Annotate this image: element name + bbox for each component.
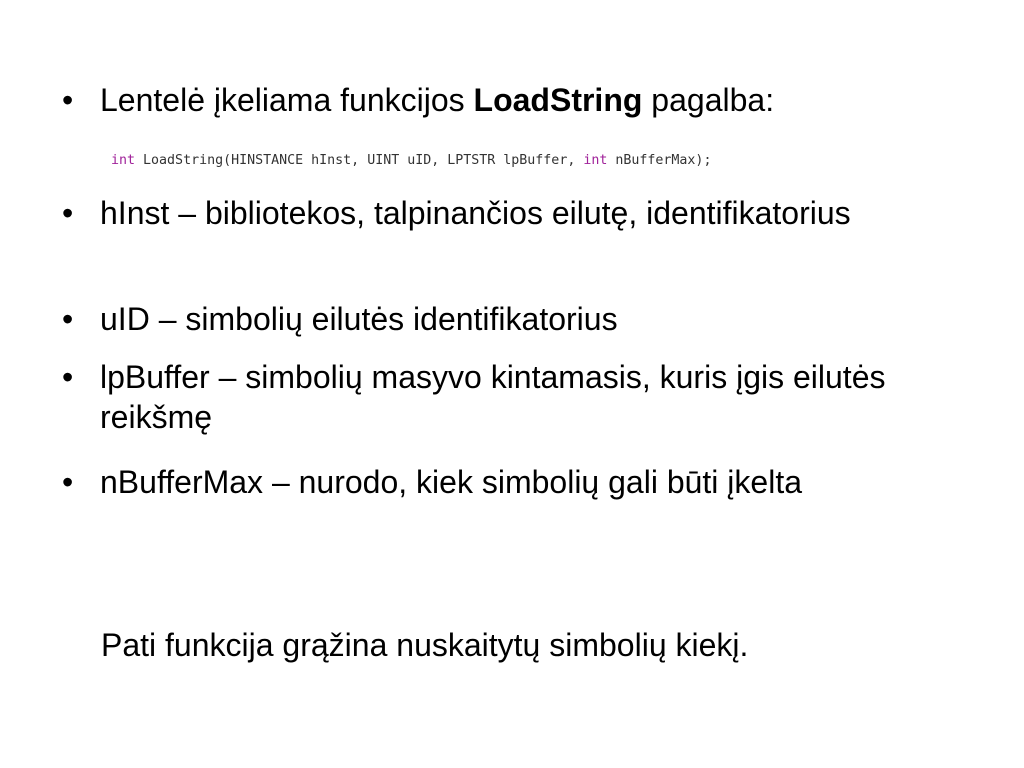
bullet-text: uID – simbolių eilutės identifikatorius	[100, 301, 618, 337]
code-text: LoadString(HINSTANCE hInst, UINT uID, LPTSTR lpBuffer,	[135, 153, 584, 168]
code-signature	[111, 151, 711, 171]
bullet-marker: •	[62, 464, 74, 500]
bullet-marker: •	[62, 301, 74, 337]
code-keyword: int	[583, 153, 608, 168]
bullet-text-bold: LoadString	[473, 82, 643, 118]
bullet-text: lpBuffer – simbolių masyvo kintamasis, kuris įgis eilutės reikšmę	[100, 359, 886, 435]
code-text: nBufferMax);	[607, 153, 712, 168]
bullet-text-before: Lentelė įkeliama funkcijos	[100, 82, 474, 118]
footer-text: Pati funkcija grąžina nuskaitytų simbolių kiekį.	[101, 627, 749, 663]
bullet-loadstring	[62, 80, 962, 120]
bullet-text: nBufferMax – nurodo, kiek simbolių gali būti įkelta	[100, 464, 802, 500]
bullet-marker: •	[62, 82, 74, 118]
code-keyword: int	[111, 153, 136, 168]
bullet-lpbuffer	[62, 357, 962, 437]
bullet-text: hInst – bibliotekos, talpinančios eilutę, identifikatorius	[100, 195, 851, 231]
bullet-marker: •	[62, 195, 74, 231]
bullet-uid	[62, 299, 962, 339]
bullet-hinst	[62, 193, 962, 233]
bullet-marker: •	[62, 359, 74, 395]
bullet-text-after: pagalba:	[642, 82, 775, 118]
bullet-nbuffermax	[62, 462, 962, 502]
